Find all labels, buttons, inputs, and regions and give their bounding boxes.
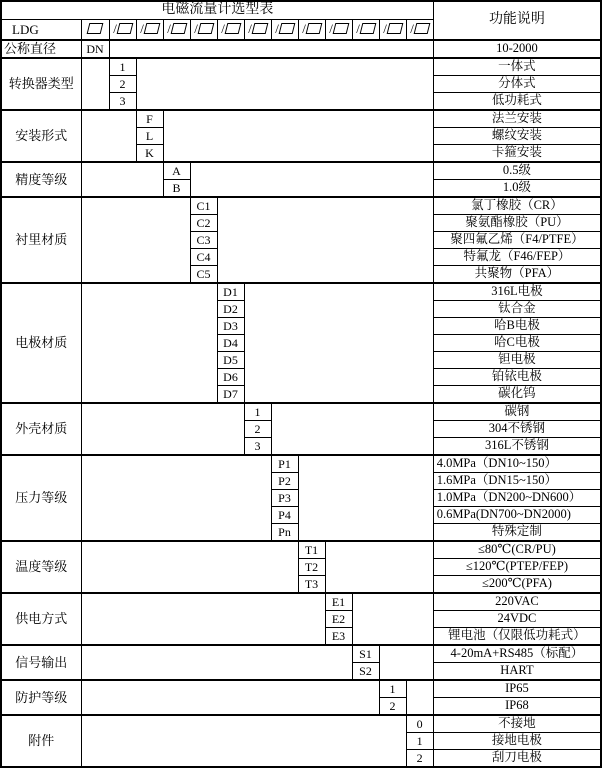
model-slot-cell <box>109 20 136 41</box>
spacer-cell <box>81 110 136 162</box>
option-box-icon <box>87 23 104 34</box>
function-cell: 0.6MPa(DN700~DN2000) <box>433 507 601 524</box>
spacer-cell <box>81 58 109 110</box>
option-box-icon <box>359 23 376 34</box>
code-cell: E2 <box>325 611 352 628</box>
code-cell: DN <box>81 40 109 58</box>
function-cell: 4.0MPa（DN10~150） <box>433 455 601 473</box>
code-cell: D5 <box>217 352 244 369</box>
code-cell: 2 <box>379 698 406 716</box>
function-cell: 316L电极 <box>433 283 601 301</box>
function-cell: ≤200℃(PFA) <box>433 576 601 594</box>
function-cell: 不接地 <box>433 715 601 733</box>
code-cell: E1 <box>325 593 352 611</box>
group-label: 附件 <box>1 715 81 767</box>
slash-separator: / <box>410 21 414 37</box>
spacer-cell <box>325 541 433 593</box>
code-cell: L <box>136 128 163 145</box>
code-cell: Pn <box>271 524 298 542</box>
model-slot-cell <box>379 20 406 41</box>
spacer-cell <box>136 58 433 110</box>
group-label: 外壳材质 <box>1 403 81 455</box>
function-cell: 聚四氟乙烯（F4/PTFE） <box>433 232 601 249</box>
group-label: 信号输出 <box>1 645 81 680</box>
option-box-icon <box>224 23 241 34</box>
group-label: 安装形式 <box>1 110 81 162</box>
code-cell: E3 <box>325 628 352 646</box>
slash-separator: / <box>383 21 387 37</box>
code-cell: D7 <box>217 386 244 404</box>
function-cell: 刮刀电极 <box>433 750 601 768</box>
group-label: 衬里材质 <box>1 197 81 283</box>
function-cell: 法兰安装 <box>433 110 601 128</box>
option-box-icon <box>278 23 295 34</box>
code-cell: A <box>163 162 190 180</box>
function-cell: ≤120℃(PTEP/FEP) <box>433 559 601 576</box>
option-box-icon <box>251 23 268 34</box>
group-label: 压力等级 <box>1 455 81 541</box>
group-label: 温度等级 <box>1 541 81 593</box>
model-slot-cell <box>217 20 244 41</box>
function-cell: 特殊定制 <box>433 524 601 542</box>
function-cell: 1.0级 <box>433 180 601 198</box>
slash-separator: / <box>140 21 144 37</box>
function-cell: 共聚物（PFA） <box>433 266 601 284</box>
spacer-cell <box>379 645 433 680</box>
function-cell: 一体式 <box>433 58 601 76</box>
function-cell: 哈C电极 <box>433 335 601 352</box>
function-cell: 接地电极 <box>433 733 601 750</box>
function-cell: 锂电池（仅限低功耗式） <box>433 628 601 646</box>
code-cell: 2 <box>406 750 433 768</box>
function-cell: 316L不锈钢 <box>433 438 601 456</box>
model-slot-cell <box>406 20 433 41</box>
function-cell: 分体式 <box>433 76 601 93</box>
code-cell: C4 <box>190 249 217 266</box>
code-cell: 1 <box>379 680 406 698</box>
function-cell: HART <box>433 663 601 681</box>
model-slot-cell <box>190 20 217 41</box>
code-cell: 1 <box>406 733 433 750</box>
spacer-cell <box>298 455 433 541</box>
spacer-cell <box>163 110 433 162</box>
model-slot-cell <box>271 20 298 41</box>
group-label: 防护等级 <box>1 680 81 715</box>
code-cell: D2 <box>217 301 244 318</box>
code-cell: 1 <box>244 403 271 421</box>
function-cell: 卡箍安装 <box>433 145 601 163</box>
function-cell: 304不锈钢 <box>433 421 601 438</box>
code-cell: D4 <box>217 335 244 352</box>
spacer-cell <box>244 283 433 403</box>
function-cell: 1.6MPa（DN15~150） <box>433 473 601 490</box>
spacer-cell <box>217 197 433 283</box>
model-slot-cell <box>244 20 271 41</box>
function-cell: 聚氨酯橡胶（PU） <box>433 215 601 232</box>
group-label: 供电方式 <box>1 593 81 645</box>
function-cell: 低功耗式 <box>433 93 601 111</box>
slash-separator: / <box>221 21 225 37</box>
function-cell: ≤80℃(CR/PU) <box>433 541 601 559</box>
code-cell: P2 <box>271 473 298 490</box>
option-box-icon <box>197 23 214 34</box>
function-cell: 螺纹安装 <box>433 128 601 145</box>
option-box-icon <box>116 23 133 34</box>
code-cell: P4 <box>271 507 298 524</box>
model-slot-cell <box>325 20 352 41</box>
code-cell: P1 <box>271 455 298 473</box>
code-cell: P3 <box>271 490 298 507</box>
function-cell: 10-2000 <box>433 40 601 58</box>
code-cell: F <box>136 110 163 128</box>
code-cell: 2 <box>109 76 136 93</box>
slash-separator: / <box>194 21 198 37</box>
spacer-cell <box>271 403 433 455</box>
function-cell: 4-20mA+RS485（标配） <box>433 645 601 663</box>
option-box-icon <box>386 23 403 34</box>
group-label: 精度等级 <box>1 162 81 197</box>
spacer-cell <box>81 197 190 283</box>
spacer-cell <box>352 593 433 645</box>
code-cell: 2 <box>244 421 271 438</box>
code-cell: T1 <box>298 541 325 559</box>
model-slot-cell <box>298 20 325 41</box>
model-prefix: LDG <box>1 20 81 41</box>
option-box-icon <box>170 23 187 34</box>
spacer-cell <box>81 680 379 715</box>
spacer-cell <box>81 541 298 593</box>
code-cell: T2 <box>298 559 325 576</box>
slash-separator: / <box>302 21 306 37</box>
group-label: 公称直径 <box>1 40 81 58</box>
model-slot-cell <box>163 20 190 41</box>
spacer-cell <box>81 162 163 197</box>
spacer-cell <box>406 680 433 715</box>
code-cell: 3 <box>244 438 271 456</box>
code-cell: K <box>136 145 163 163</box>
code-cell: T3 <box>298 576 325 594</box>
function-cell: 碳化钨 <box>433 386 601 404</box>
spacer-cell <box>81 715 406 767</box>
code-cell: D6 <box>217 369 244 386</box>
code-cell: S1 <box>352 645 379 663</box>
function-cell: 0.5级 <box>433 162 601 180</box>
code-cell: C1 <box>190 197 217 215</box>
code-cell: S2 <box>352 663 379 681</box>
function-cell: IP65 <box>433 680 601 698</box>
code-cell: C2 <box>190 215 217 232</box>
model-slot-cell <box>352 20 379 41</box>
spacer-cell <box>109 40 433 58</box>
option-box-icon <box>414 23 431 34</box>
slash-separator: / <box>356 21 360 37</box>
code-cell: 1 <box>109 58 136 76</box>
code-cell: B <box>163 180 190 198</box>
group-label: 转换器类型 <box>1 58 81 110</box>
code-cell: C5 <box>190 266 217 284</box>
slash-separator: / <box>329 21 333 37</box>
spacer-cell <box>81 593 325 645</box>
code-cell: 0 <box>406 715 433 733</box>
function-cell: 特氟龙（F46/FEP） <box>433 249 601 266</box>
code-cell: C3 <box>190 232 217 249</box>
function-cell: 氯丁橡胶（CR） <box>433 197 601 215</box>
function-cell: 碳钢 <box>433 403 601 421</box>
code-cell: D1 <box>217 283 244 301</box>
model-box-cell <box>81 20 109 41</box>
slash-separator: / <box>167 21 171 37</box>
spacer-cell <box>81 283 217 403</box>
function-header: 功能说明 <box>433 1 601 40</box>
slash-separator: / <box>275 21 279 37</box>
option-box-icon <box>332 23 349 34</box>
spacer-cell <box>190 162 433 197</box>
function-cell: 220VAC <box>433 593 601 611</box>
option-box-icon <box>305 23 322 34</box>
spacer-cell <box>81 645 352 680</box>
slash-separator: / <box>248 21 252 37</box>
option-box-icon <box>143 23 160 34</box>
group-label: 电极材质 <box>1 283 81 403</box>
code-cell: D3 <box>217 318 244 335</box>
function-cell: 钽电极 <box>433 352 601 369</box>
table-title: 电磁流量计选型表 <box>1 1 433 20</box>
function-cell: 1.0MPa（DN200~DN600） <box>433 490 601 507</box>
code-cell: 3 <box>109 93 136 111</box>
function-cell: 24VDC <box>433 611 601 628</box>
spacer-cell <box>81 403 244 455</box>
slash-separator: / <box>113 21 117 37</box>
model-slot-cell <box>136 20 163 41</box>
spacer-cell <box>81 455 271 541</box>
function-cell: 铂铱电极 <box>433 369 601 386</box>
function-cell: IP68 <box>433 698 601 716</box>
function-cell: 哈B电极 <box>433 318 601 335</box>
function-cell: 钛合金 <box>433 301 601 318</box>
